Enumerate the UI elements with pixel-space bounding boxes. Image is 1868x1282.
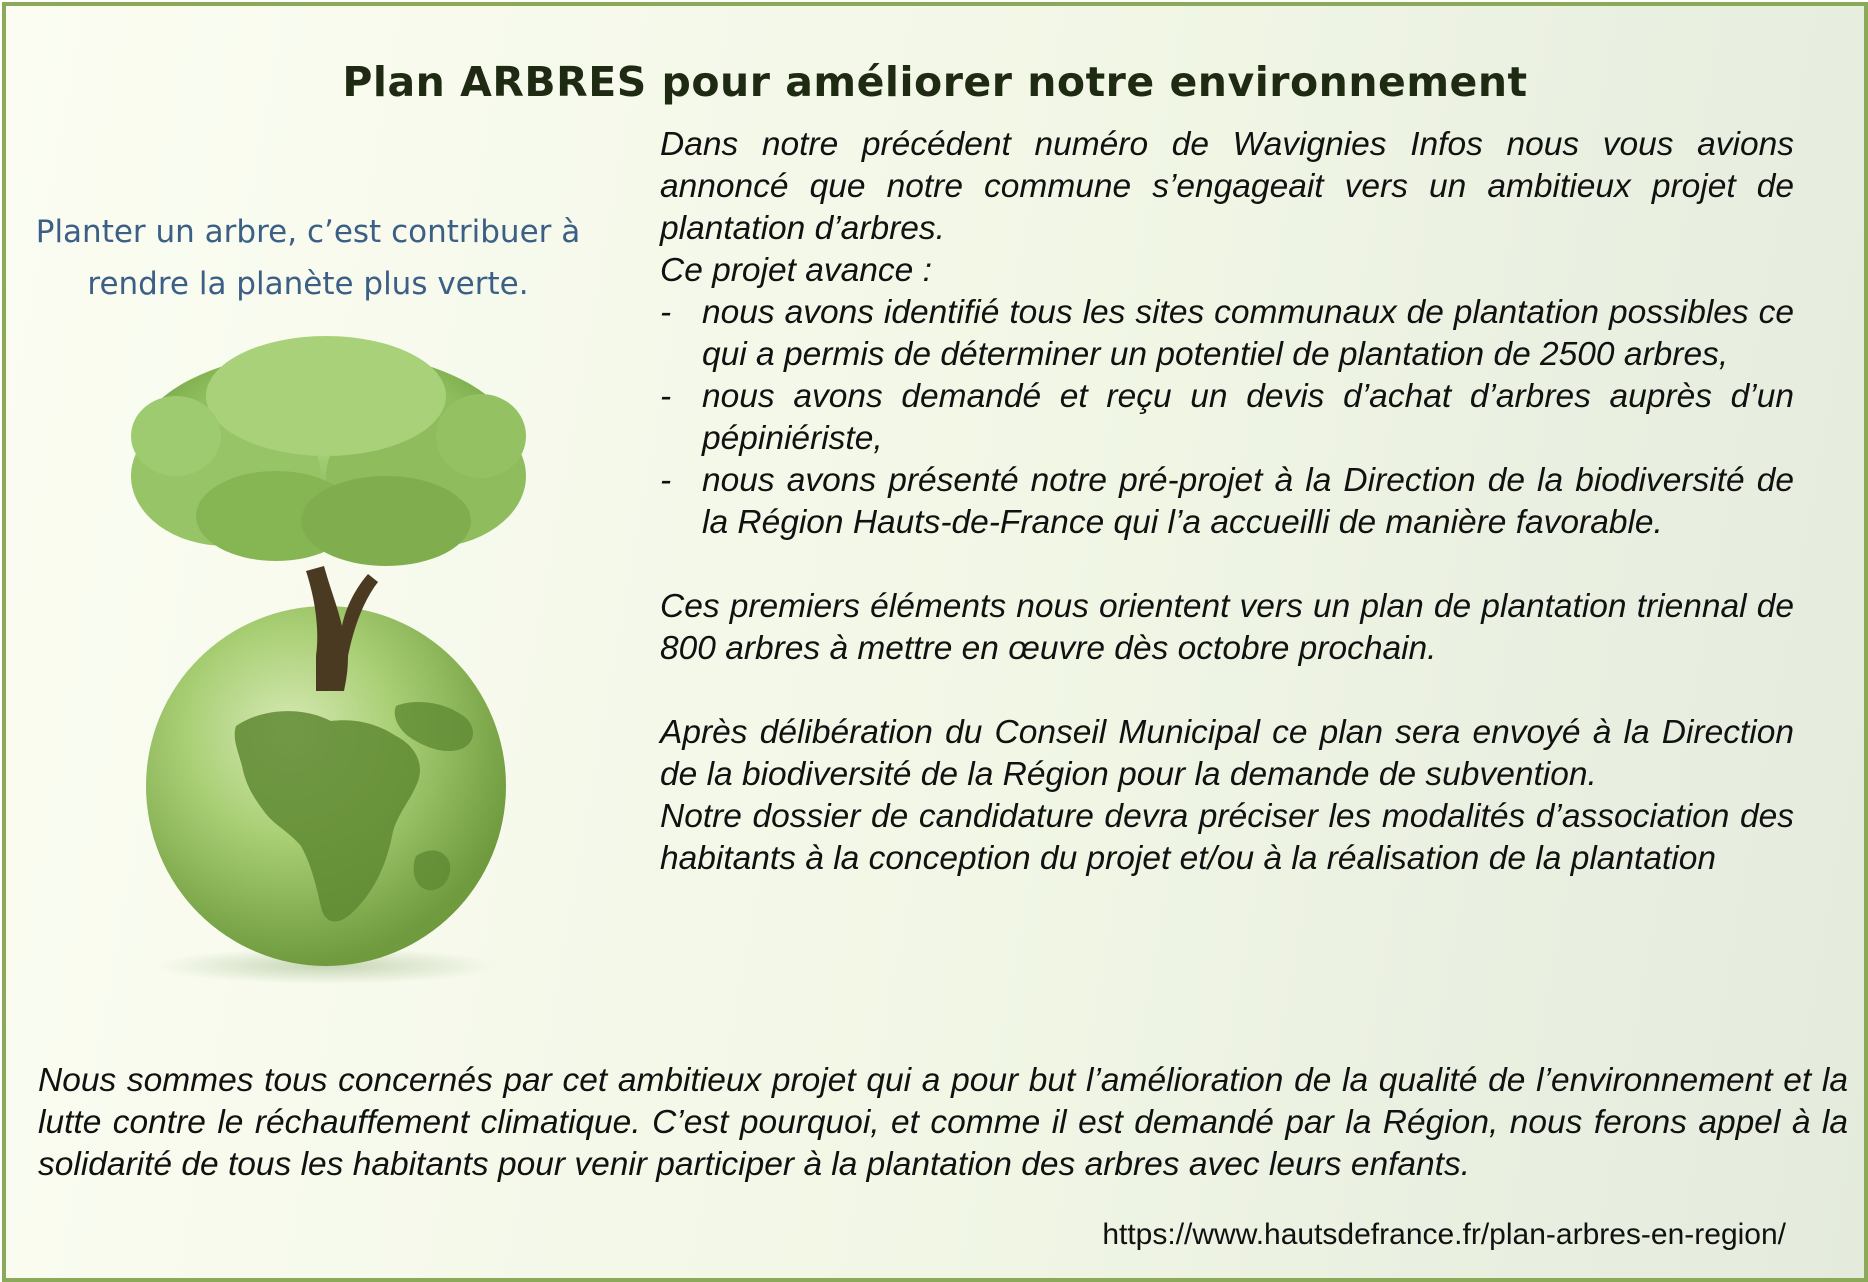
bullet-dash: - (660, 462, 672, 499)
closing-paragraph: Nous sommes tous concernés par cet ambitieux projet qui a pour but l’amélioration de la qualité de l’environnement et la lutte contre le réchauffement climatique. C’est pourquoi, et comme il est demandé par la Région, nous ferons appel à la solidarité de tous les habitants pour venir participer à la plantation des arbres avec leurs enfants. (38, 1062, 1848, 1183)
list-item (660, 460, 1794, 544)
progress-heading: Ce projet avance : (660, 252, 932, 289)
illustration-caption (28, 206, 588, 310)
bullet-text: nous avons identifié tous les sites communaux de plantation possibles ce qui a permis de déterminer un potentiel de plantation de 2500 arbres, (702, 294, 1794, 373)
bullet-text: nous avons demandé et reçu un devis d’achat d’arbres auprès d’un pépiniériste, (702, 378, 1794, 457)
paragraph-spacer (660, 670, 1794, 712)
caption-line-1: Planter un arbre, c’est contribuer à (35, 214, 581, 250)
candidature-paragraph: Notre dossier de candidature devra préciser les modalités d’association des habitants à la conception du projet et/ou à la réalisation de la plantation (660, 798, 1794, 877)
list-item (660, 292, 1794, 376)
paragraph-spacer (660, 544, 1794, 586)
plan-paragraph: Ces premiers éléments nous orientent vers un plan de plantation triennal de 800 arbres à mettre en œuvre dès octobre prochain. (660, 588, 1794, 667)
page-title: Plan ARBRES pour améliorer notre environnement (342, 58, 1528, 106)
intro-paragraph: Dans notre précédent numéro de Wavignies Infos nous vous avions annoncé que notre commune s’engageait vers un ambitieux projet de plantation d’arbres. (660, 126, 1794, 247)
bullet-text: nous avons présenté notre pré-projet à la Direction de la biodiversité de la Région Hauts-de-France qui l’a accueilli de manière favorable. (702, 462, 1794, 541)
caption-line-2: rendre la planète plus verte. (87, 266, 529, 302)
deliberation-paragraph: Après délibération du Conseil Municipal ce plan sera envoyé à la Direction de la biodiversité de la Région pour la demande de subvention. (660, 714, 1794, 793)
bullet-dash: - (660, 294, 672, 331)
article-body (660, 124, 1794, 880)
article-frame (2, 2, 1868, 1282)
list-item (660, 376, 1794, 460)
bullet-dash: - (660, 378, 672, 415)
tree-on-globe-icon (116, 326, 536, 991)
source-link[interactable]: https://www.hautsdefrance.fr/plan-arbres-en-region/ (1102, 1218, 1786, 1251)
